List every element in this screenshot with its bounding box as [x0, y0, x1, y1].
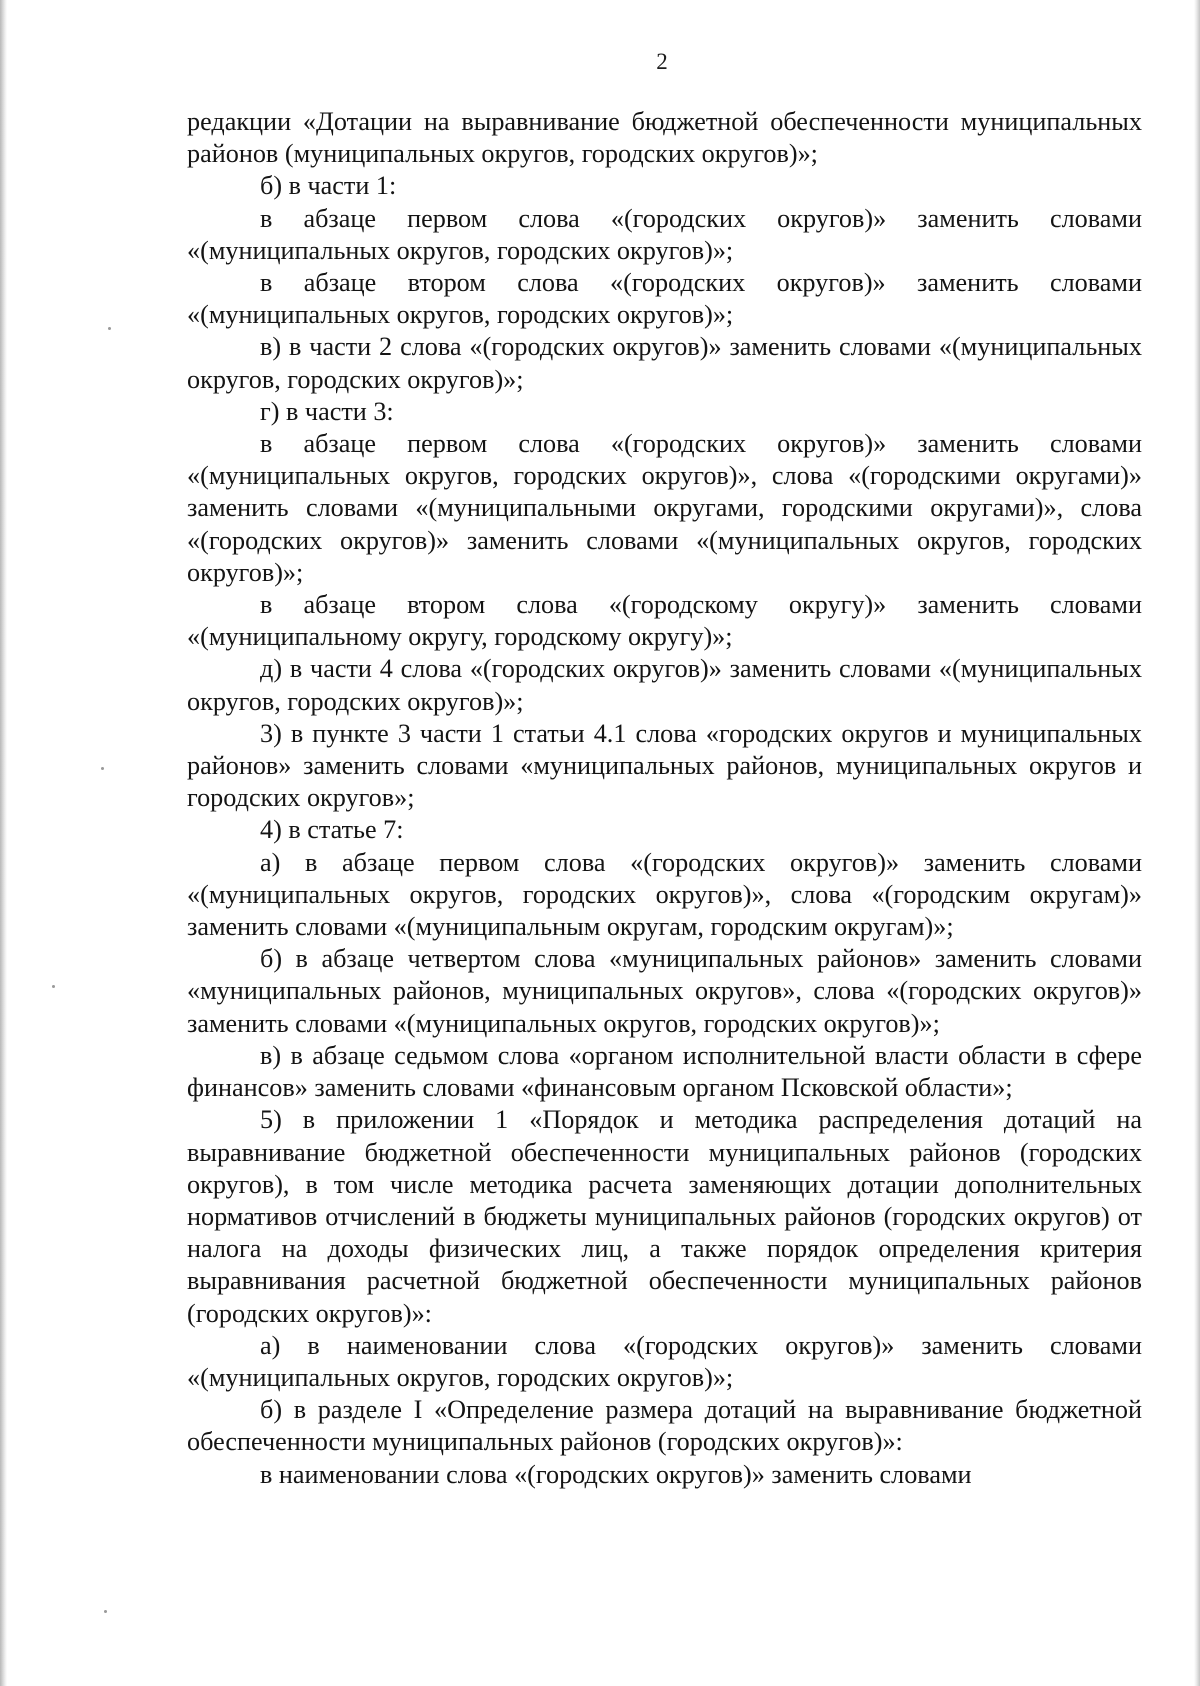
paragraph: в абзаце первом слова «(городских округов)» заменить словами «(муниципальных округов, городских округов)»;: [187, 203, 1142, 265]
paragraph: б) в абзаце четвертом слова «муниципальных районов» заменить словами «муниципальных районов, муниципальных округов», слова «(городских округов)» заменить словами «(муниципальных округов, городских округов)»;: [187, 944, 1142, 1038]
scan-edge-left: [0, 0, 7, 1686]
paragraph: 4) в статье 7:: [260, 815, 404, 845]
scan-edge-right: [1194, 0, 1200, 1686]
paragraph: в) в части 2 слова «(городских округов)» заменить словами «(муниципальных округов, городских округов)»;: [187, 332, 1142, 394]
paragraph: 3) в пункте 3 части 1 статьи 4.1 слова «городских округов и муниципальных районов» заменить словами «муниципальных районов, муниципальных округов и городских округов»;: [187, 718, 1142, 813]
paragraph: а) в абзаце первом слова «(городских округов)» заменить словами «(муниципальных округов, городских округов)», слова «(городским округам)» заменить словами «(муниципальным округам, городским округам)»;: [187, 847, 1142, 942]
scan-speck: [108, 327, 111, 330]
document-body: [187, 106, 1142, 1491]
paragraph: б) в части 1:: [260, 171, 397, 201]
scan-speck: [104, 1610, 107, 1613]
paragraph: д) в части 4 слова «(городских округов)» заменить словами «(муниципальных округов, городских округов)»;: [187, 654, 1142, 716]
paragraph: в наименовании слова «(городских округов)» заменить словами: [260, 1459, 972, 1489]
paragraph: б) в разделе I «Определение размера дотаций на выравнивание бюджетной обеспеченности муниципальных районов (городских округов)»:: [187, 1395, 1142, 1457]
scan-speck: [52, 985, 55, 988]
paragraph: а) в наименовании слова «(городских округов)» заменить словами «(муниципальных округов, городских округов)»;: [187, 1330, 1142, 1392]
page-number: 2: [656, 49, 668, 74]
paragraph: в абзаце первом слова «(городских округов)» заменить словами «(муниципальных округов, городских округов)», слова «(городскими округами)» заменить словами «(муниципальными округами, городскими округами)», слова «(городских округов)» заменить словами «(муниципальных округов, городских округов)»;: [187, 429, 1142, 587]
paragraph: 5) в приложении 1 «Порядок и методика распределения дотаций на выравнивание бюджетной обеспеченности муниципальных районов (городских округов), в том числе методика расчета заменяющих дотации дополнительных нормативов отчислений в бюджеты муниципальных районов (городских округов) от налога на доходы физических лиц, а также порядок определения критерия выравнивания расчетной бюджетной обеспеченности муниципальных районов (городских округов)»:: [187, 1105, 1142, 1328]
paragraph: г) в части 3:: [260, 396, 394, 426]
paragraph: в абзаце втором слова «(городских округов)» заменить словами «(муниципальных округов, городских округов)»;: [187, 268, 1142, 330]
paragraph: в абзаце втором слова «(городскому округу)» заменить словами «(муниципальному округу, городскому округу)»;: [187, 590, 1142, 652]
scan-speck: [101, 767, 104, 770]
paragraph: в) в абзаце седьмом слова «органом исполнительной власти области в сфере финансов» заменить словами «финансовым органом Псковской области»;: [187, 1040, 1142, 1103]
paragraph: редакции «Дотации на выравнивание бюджетной обеспеченности муниципальных районов (муниципальных округов, городских округов)»;: [187, 107, 1142, 169]
